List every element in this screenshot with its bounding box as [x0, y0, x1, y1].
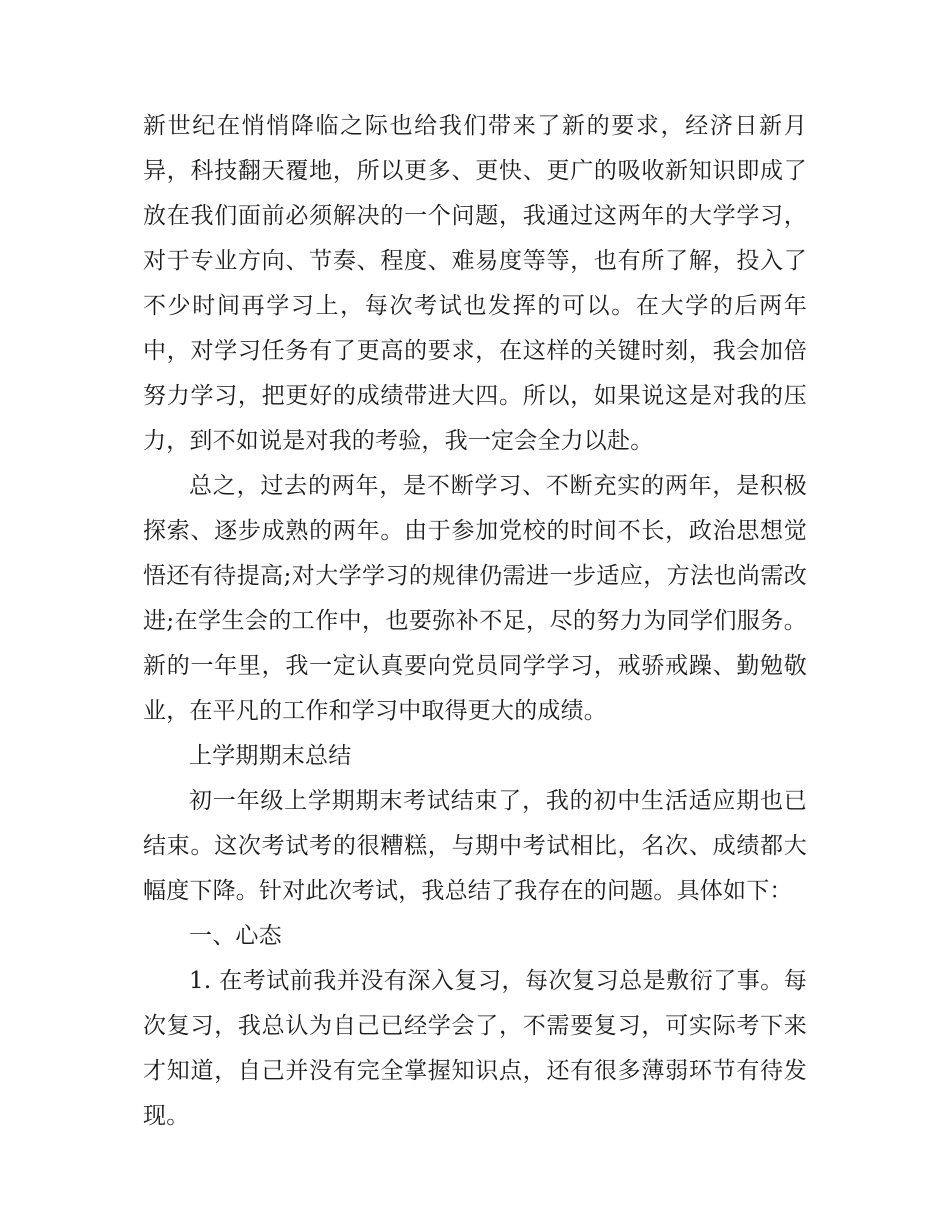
paragraph-3: 初一年级上学期期末考试结束了，我的初中生活适应期也已结束。这次考试考的很糟糕，与期中考试相比，名次、成绩都大幅度下降。针对此次考试，我总结了我存在的问题。具体如下： — [143, 788, 807, 904]
section-heading: 上学期期末总结 — [189, 743, 352, 769]
subsection-heading: 一、心态 — [189, 923, 282, 949]
paragraph-2: 总之，过去的两年，是不断学习、不断充实的两年，是积极探索、逐步成熟的两年。由于参加党校的时间不长，政治思想觉悟还有待提高;对大学学习的规律仍需进一步适应，方法也尚需改进;在学生会的工作中，也要弥补不足，尽的努力为同学们服务。新的一年里，我一定认真要向党员同学学习，戒骄戒躁、勤勉敬业，在平凡的工作和学习中取得更大的成绩。 — [143, 473, 807, 724]
document-body — [143, 104, 807, 1139]
list-item-1: 1. 在考试前我并没有深入复习，每次复习总是敷衍了事。每次复习，我总认为自己已经学会了，不需要复习，可实际考下来才知道，自己并没有完全掌握知识点，还有很多薄弱环节有待发现。 — [143, 968, 807, 1129]
paragraph-1: 新世纪在悄悄降临之际也给我们带来了新的要求，经济日新月异，科技翻天覆地，所以更多、更快、更广的吸收新知识即成了放在我们面前必须解决的一个问题，我通过这两年的大学学习，对于专业方向、节奏、程度、难易度等等，也有所了解，投入了不少时间再学习上，每次考试也发挥的可以。在大学的后两年中，对学习任务有了更高的要求，在这样的关键时刻，我会加倍努力学习，把更好的成绩带进大四。所以，如果说这是对我的压力，到不如说是对我的考验，我一定会全力以赴。 — [143, 113, 807, 454]
